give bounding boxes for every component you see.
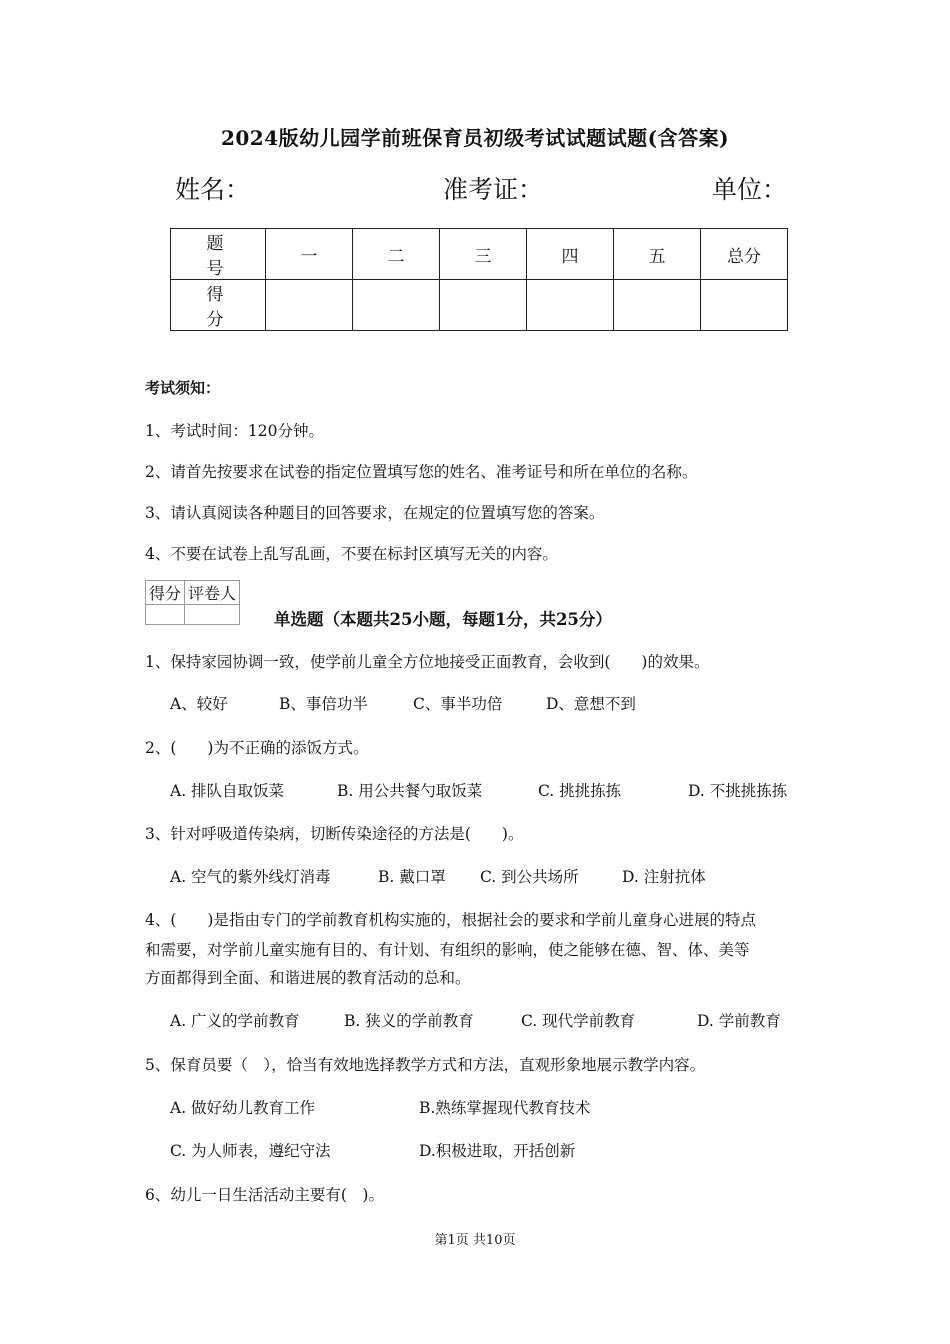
option: D. 不挑挑拣拣: [688, 782, 788, 800]
grader-score-cell[interactable]: [146, 605, 185, 625]
score-cell[interactable]: [353, 280, 440, 331]
page-title: 2024版幼儿园学前班保育员初级考试试题试题(含答案): [220, 126, 730, 150]
option: B、事倍功半: [279, 695, 368, 713]
instruction-item: 2、请首先按要求在试卷的指定位置填写您的姓名、准考证号和所在单位的名称。: [145, 463, 698, 481]
question-text: 2、( )为不正确的添饭方式。: [145, 739, 369, 757]
score-cell[interactable]: [614, 280, 701, 331]
score-row-label: 得 分: [171, 280, 266, 331]
question-text: 3、针对呼吸道传染病，切断传染途径的方法是( )。: [145, 825, 524, 843]
option: A. 广义的学前教育: [170, 1012, 300, 1030]
option: D. 注射抗体: [622, 868, 706, 886]
option: C、事半功倍: [413, 695, 503, 713]
score-header-cell: 三: [440, 229, 527, 280]
option: C. 现代学前教育: [521, 1012, 636, 1030]
score-table: [170, 228, 788, 331]
score-cell[interactable]: [701, 280, 788, 331]
exam-id-label: 准考证：: [443, 175, 544, 204]
score-cell[interactable]: [440, 280, 527, 331]
instruction-item: 3、请认真阅读各种题目的回答要求，在规定的位置填写您的答案。: [145, 504, 605, 522]
name-label: 姓名：: [175, 175, 251, 204]
score-header-cell: 总分: [701, 229, 788, 280]
option: A. 排队自取饭菜: [170, 782, 285, 800]
grader-box: [145, 580, 240, 625]
instructions-heading: 考试须知：: [145, 379, 221, 397]
score-table-header-row: [171, 229, 788, 280]
option: D.积极进取，开括创新: [419, 1142, 576, 1160]
unit-label: 单位：: [712, 175, 788, 204]
instruction-item: 1、考试时间：120分钟。: [145, 422, 324, 440]
option: C. 到公共场所: [480, 868, 579, 886]
question-text: 6、幼儿一日生活活动主要有( )。: [145, 1186, 384, 1204]
score-header-cell: 题 号: [171, 229, 266, 280]
option: B.熟练掌握现代教育技术: [419, 1099, 591, 1117]
question-text: 5、保育员要（ ），恰当有效地选择教学方式和方法，直观形象地展示教学内容。: [145, 1056, 706, 1074]
option: B. 用公共餐勺取饭菜: [337, 782, 483, 800]
page-footer: 第1页 共10页: [434, 1233, 516, 1248]
option: A. 做好幼儿教育工作: [170, 1099, 316, 1117]
grader-name-cell[interactable]: [185, 605, 240, 625]
question-text: 1、保持家园协调一致，使学前儿童全方位地接受正面教育，会收到( )的效果。: [145, 653, 710, 671]
option: C. 为人师表，遵纪守法: [170, 1142, 331, 1160]
option: A. 空气的紫外线灯消毒: [170, 868, 331, 886]
section-heading: 单选题（本题共25小题，每题1分，共25分）: [274, 610, 612, 629]
option: C. 挑挑拣拣: [538, 782, 622, 800]
option: A、较好: [170, 695, 228, 713]
score-cell[interactable]: [527, 280, 614, 331]
instruction-item: 4、不要在试卷上乱写乱画，不要在标封区填写无关的内容。: [145, 545, 558, 563]
question-text-line: 4、( )是指由专门的学前教育机构实施的，根据社会的要求和学前儿童身心进展的特点: [145, 911, 756, 929]
score-header-cell: 一: [266, 229, 353, 280]
score-header-cell: 四: [527, 229, 614, 280]
question-text-line: 和需要，对学前儿童实施有目的、有计划、有组织的影响，使之能够在德、智、体、美等: [145, 941, 750, 959]
score-table-score-row: [171, 280, 788, 331]
score-header-cell: 二: [353, 229, 440, 280]
option: D、意想不到: [546, 695, 636, 713]
question-text-line: 方面都得到全面、和谐进展的教育活动的总和。: [145, 969, 471, 987]
score-header-cell: 五: [614, 229, 701, 280]
option: B. 狭义的学前教育: [344, 1012, 474, 1030]
option: B. 戴口罩: [378, 868, 446, 886]
option: D. 学前教育: [697, 1012, 781, 1030]
grader-score-label: 得分: [146, 581, 185, 605]
grader-name-label: 评卷人: [185, 581, 240, 605]
score-cell[interactable]: [266, 280, 353, 331]
